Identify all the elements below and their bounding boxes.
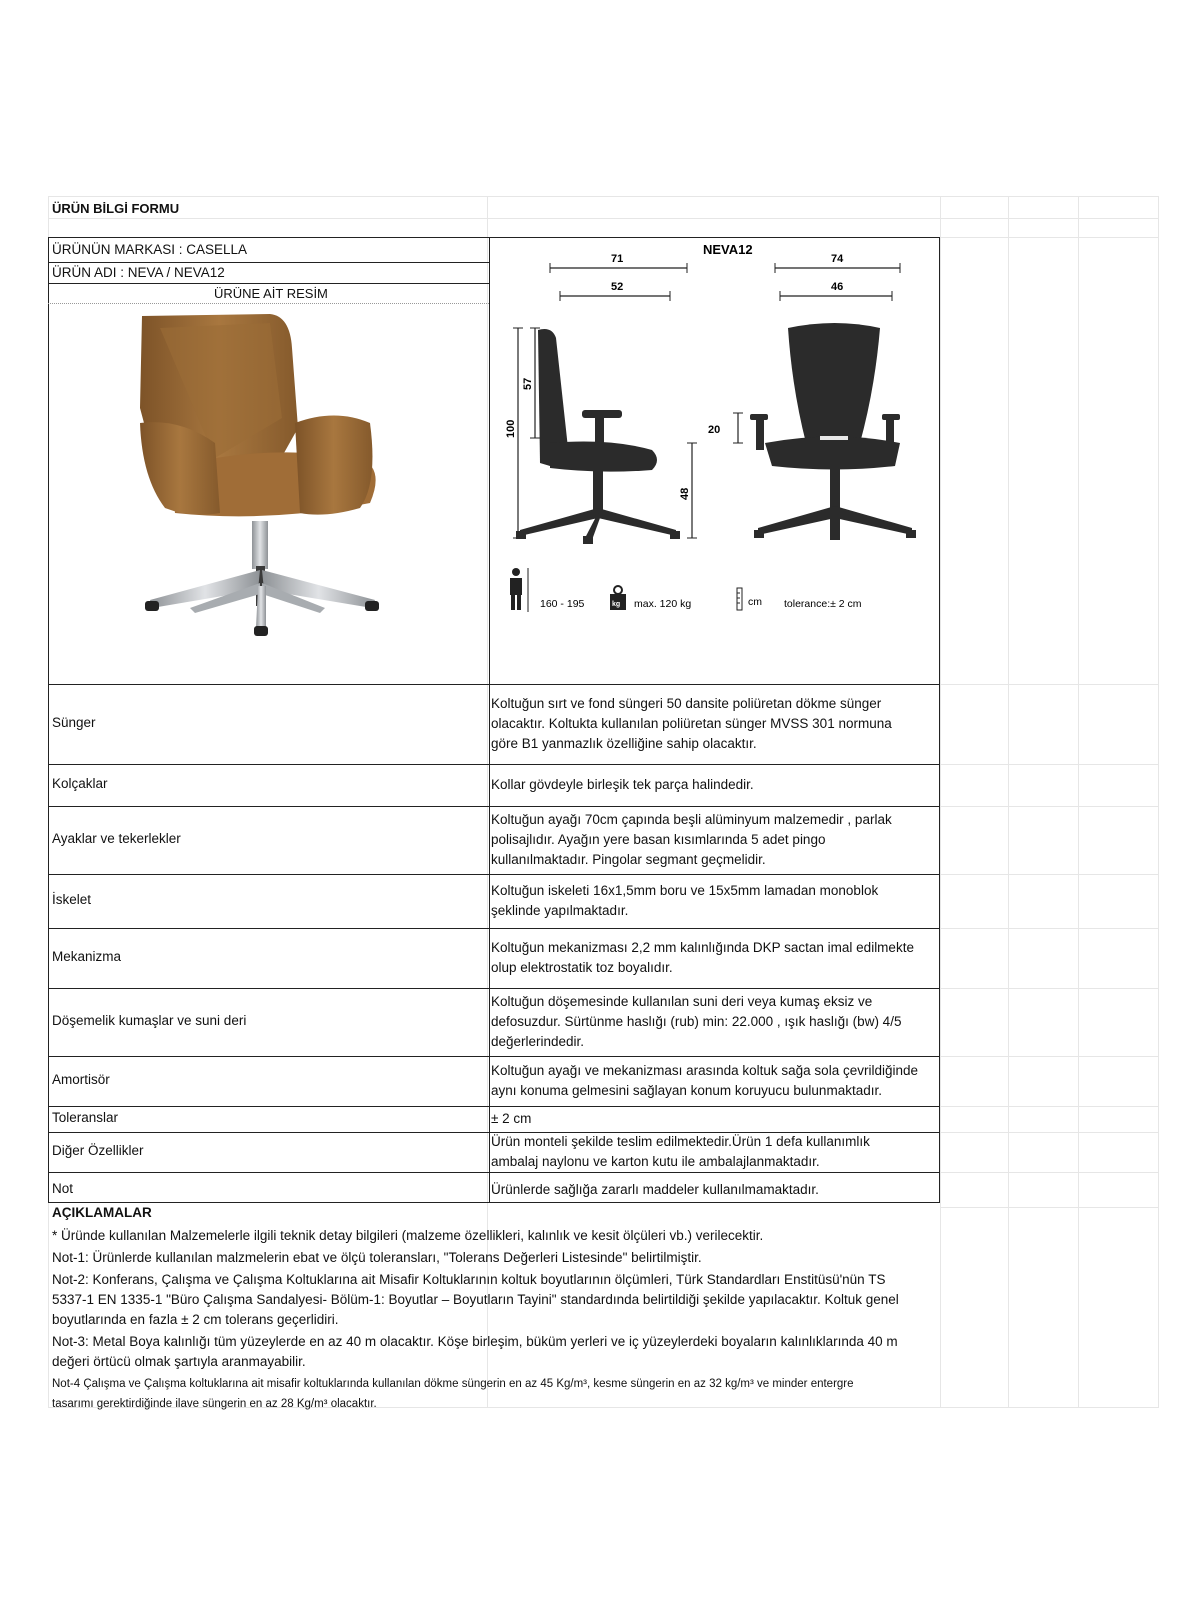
spec-description-line: Koltuğun döşemesinde kullanılan suni deri veya kumaş eksiz ve	[491, 994, 873, 1009]
spec-label: Not	[52, 1180, 74, 1196]
model-label: NEVA12	[703, 242, 753, 257]
spec-description-line: kullanılmaktadır. Pingolar segmant geçmelidir.	[491, 852, 766, 867]
grid-line	[940, 806, 1158, 807]
spec-description-line: olacaktır. Koltukta kullanılan poliüretan sünger MVSS 301 normuna	[491, 716, 892, 731]
spec-description-line: polisajlıdır. Ayağın yere basan kısımlarında 5 adet pingo	[491, 832, 826, 847]
dim-seat-height: 48	[679, 487, 691, 500]
dim-front-seat: 46	[831, 281, 844, 293]
spec-description-line: Kollar gövdeyle birleşik tek parça halindedir.	[491, 777, 754, 792]
spec-description-line: Koltuğun ayağı 70cm çapında beşli alüminyum malzemedir , parlak	[491, 812, 892, 827]
spec-description	[491, 775, 936, 795]
spec-description-line: olup elektrostatik toz boyalıdır.	[491, 960, 673, 975]
dim-back-height: 57	[522, 377, 534, 390]
spec-description-line: ± 2 cm	[491, 1111, 532, 1126]
row-divider	[48, 764, 940, 765]
spec-description-line: Koltuğun mekanizması 2,2 mm kalınlığında DKP sactan imal edilmekte	[491, 940, 914, 955]
grid-line	[940, 874, 1158, 875]
grid-line	[940, 1132, 1158, 1133]
dim-side-top: 71	[611, 253, 624, 265]
ruler-icon	[737, 588, 742, 610]
spec-description-line: göre B1 yanmazlık özelliğine sahip olacaktır.	[491, 736, 757, 751]
spec-description	[491, 938, 936, 978]
unit-cm: cm	[748, 596, 762, 608]
notes-title: AÇIKLAMALAR	[52, 1205, 152, 1220]
product-photo	[120, 308, 420, 663]
dim-side-seat: 52	[611, 281, 624, 293]
row-divider	[48, 806, 940, 807]
spec-description-line: Koltuğun iskeleti 16x1,5mm boru ve 15x5mm lamadan monoblok	[491, 883, 879, 898]
grid-line	[940, 1056, 1158, 1057]
row-divider	[48, 1056, 940, 1057]
spec-description-line: değerlerindedir.	[491, 1034, 585, 1049]
grid-line	[940, 928, 1158, 929]
note-line: Not-3: Metal Boya kalınlığı tüm yüzeylerde en az 40 m olacaktır. Köşe birleşim, büküm yerleri ve iç yüzeylerdeki boyaların kalınlıklarında 40 m	[52, 1334, 898, 1349]
spec-description-line: aynı konuma gelmesini sağlayan konum koruyucu bulunmaktadır.	[491, 1083, 882, 1098]
image-caption: ÜRÜNE AİT RESİM	[214, 286, 328, 301]
tolerance-label: tolerance:± 2 cm	[784, 598, 862, 610]
spec-label: Kolçaklar	[52, 776, 108, 791]
spec-description-line: şeklinde yapılmaktadır.	[491, 903, 629, 918]
dimension-drawing	[490, 238, 939, 662]
note-line: boyutlarında en fazla ± 2 cm tolerans geçerlidiri.	[52, 1312, 339, 1327]
note-line: Not-4 Çalışma ve Çalışma koltuklarına ait misafir koltuklarında kullanılan dökme süngerin en az 45 Kg/m³, kesme süngerin en az 32 kg/m³ ve minder entergre	[52, 1378, 854, 1390]
spec-description	[491, 1109, 936, 1129]
spec-description-line: Ürün monteli şekilde teslim edilmektedir.Ürün 1 defa kullanımlık	[491, 1134, 870, 1149]
grid-line	[940, 1106, 1158, 1107]
spec-label: Mekanizma	[52, 949, 122, 964]
grid-line	[940, 1172, 1158, 1173]
note-item	[52, 1374, 942, 1414]
spec-description-line: defosuzdur. Sürtünme haslığı (rub) min: 22.000 , ışık haslığı (bw) 4/5	[491, 1014, 902, 1029]
max-load: max. 120 kg	[634, 598, 692, 610]
spec-label: Ayaklar ve tekerlekler	[52, 831, 181, 846]
spec-description-line: ambalaj naylonu ve karton kutu ile ambalajlanmaktadır.	[491, 1154, 820, 1169]
spec-description	[491, 992, 936, 1052]
grid-line	[940, 684, 1158, 685]
person-icon	[510, 568, 528, 612]
spec-description	[491, 1132, 936, 1172]
side-view-chair	[516, 329, 680, 544]
spec-label: Döşemelik kumaşlar ve suni deri	[52, 1013, 247, 1028]
spec-description-line: Ürünlerde sağlığa zararlı maddeler kullanılmamaktadır.	[491, 1181, 819, 1197]
note-line: Not-1: Ürünlerde kullanılan malzmelerin ebat ve ölçü toleransları, "Tolerans Değerleri Listesinde" belirtilmiştir.	[52, 1250, 702, 1265]
brand-line: ÜRÜNÜN MARKASI : CASELLA	[52, 242, 248, 257]
spec-description	[491, 1061, 936, 1101]
kg-badge: kg	[612, 601, 621, 608]
note-item	[52, 1226, 942, 1246]
spec-description	[491, 694, 936, 754]
note-line: 5337-1 EN 1335-1 "Büro Çalışma Sandalyesi- Bölüm-1: Boyutlar – Boyutların Tayini" standardında belirtildiği şekilde yapılacaktır. Koltuk genel	[52, 1292, 899, 1307]
note-line: * Üründe kullanılan Malzemelerle ilgili teknik detay bilgileri (malzeme özellikleri, kalınlık ve kesit ölçüleri vb.) verilecektir.	[52, 1228, 764, 1243]
grid-line	[940, 764, 1158, 765]
row-divider	[48, 928, 940, 929]
spec-description-line: Koltuğun ayağı ve mekanizması arasında koltuk sağa sola çevrildiğinde	[491, 1063, 918, 1078]
note-item	[52, 1248, 942, 1268]
dim-total-height: 100	[505, 419, 517, 438]
front-view-chair	[750, 323, 916, 540]
spec-description	[491, 881, 936, 921]
spec-label: Diğer Özellikler	[52, 1143, 144, 1158]
row-divider	[48, 988, 940, 989]
product-name-line: ÜRÜN ADI : NEVA / NEVA12	[52, 265, 225, 280]
spec-description	[491, 1180, 936, 1200]
spec-description	[491, 810, 936, 870]
row-divider	[48, 1172, 940, 1173]
spec-label: Sünger	[52, 715, 96, 730]
user-height-range: 160 - 195	[540, 598, 585, 610]
spec-label: Toleranslar	[52, 1110, 119, 1125]
note-line: tasarımı gerektirdiğinde ilave süngerin en az 28 Kg/m³ olacaktır.	[52, 1398, 377, 1410]
note-item	[52, 1270, 942, 1330]
note-line: Not-2: Konferans, Çalışma ve Çalışma Koltuklarına ait Misafir Koltuklarının koltuk boyutlarının ölçümleri, Türk Standardları Enstitüsü'nün TS	[52, 1272, 886, 1287]
row-divider	[48, 684, 940, 685]
dim-arm-height: 20	[708, 424, 721, 436]
note-line: değeri örtücü olmak şartıyla aranmayabilir.	[52, 1354, 306, 1369]
grid-line	[940, 1207, 1158, 1208]
note-item	[52, 1332, 942, 1372]
spec-description-line: Koltuğun sırt ve fond süngeri 50 dansite poliüretan dökme sünger	[491, 696, 882, 711]
spec-label: İskelet	[52, 892, 92, 907]
spec-label: Amortisör	[52, 1072, 110, 1087]
grid-line	[940, 988, 1158, 989]
row-divider	[48, 874, 940, 875]
form-title: ÜRÜN BİLGİ FORMU	[52, 201, 180, 216]
row-divider	[48, 1106, 940, 1107]
dim-front-top: 74	[831, 253, 844, 265]
